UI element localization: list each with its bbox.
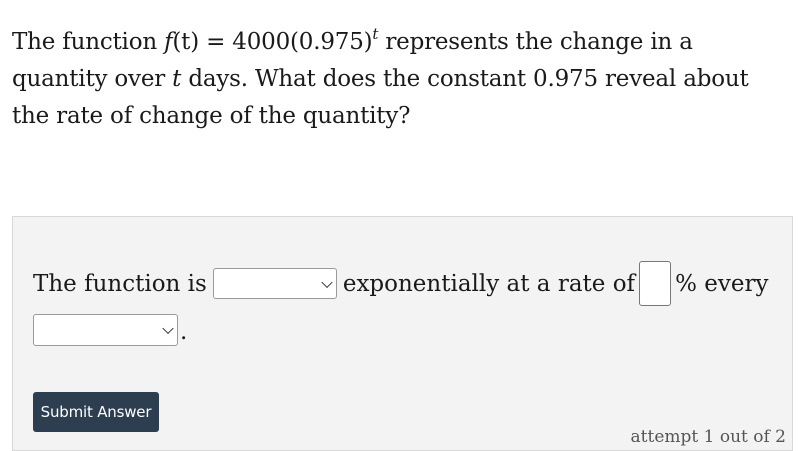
attempt-counter: attempt 1 out of 2 xyxy=(630,427,786,447)
chevron-down-icon xyxy=(162,323,173,334)
answer-prefix: The function is xyxy=(33,270,207,297)
function-expression xyxy=(164,25,379,55)
question-var-t: t xyxy=(172,66,182,92)
question-intro: The function xyxy=(12,29,165,55)
submit-answer-button[interactable]: Submit Answer xyxy=(33,392,159,432)
function-exponent: t xyxy=(372,25,379,43)
answer-line-2 xyxy=(33,314,187,346)
answer-mid: exponentially at a rate of xyxy=(342,270,636,297)
question-after-expr: represents the change in a quantity over xyxy=(12,29,693,92)
answer-panel xyxy=(12,216,793,451)
function-arg: (t) xyxy=(172,29,199,55)
sentence-period: . xyxy=(180,319,188,345)
answer-suffix: % every xyxy=(675,270,769,297)
function-base: 4000(0.975) xyxy=(232,29,373,55)
percent-input[interactable] xyxy=(639,261,671,306)
equals-sign: = xyxy=(199,29,233,55)
function-name: f xyxy=(164,29,173,55)
chevron-down-icon xyxy=(321,276,332,287)
direction-dropdown[interactable] xyxy=(213,268,337,299)
answer-line-1 xyxy=(33,261,768,306)
time-unit-dropdown[interactable] xyxy=(33,314,178,346)
question-rest: days. What does the constant 0.975 reveal about the rate of change of the quantity? xyxy=(12,66,749,129)
question-text xyxy=(12,24,782,135)
